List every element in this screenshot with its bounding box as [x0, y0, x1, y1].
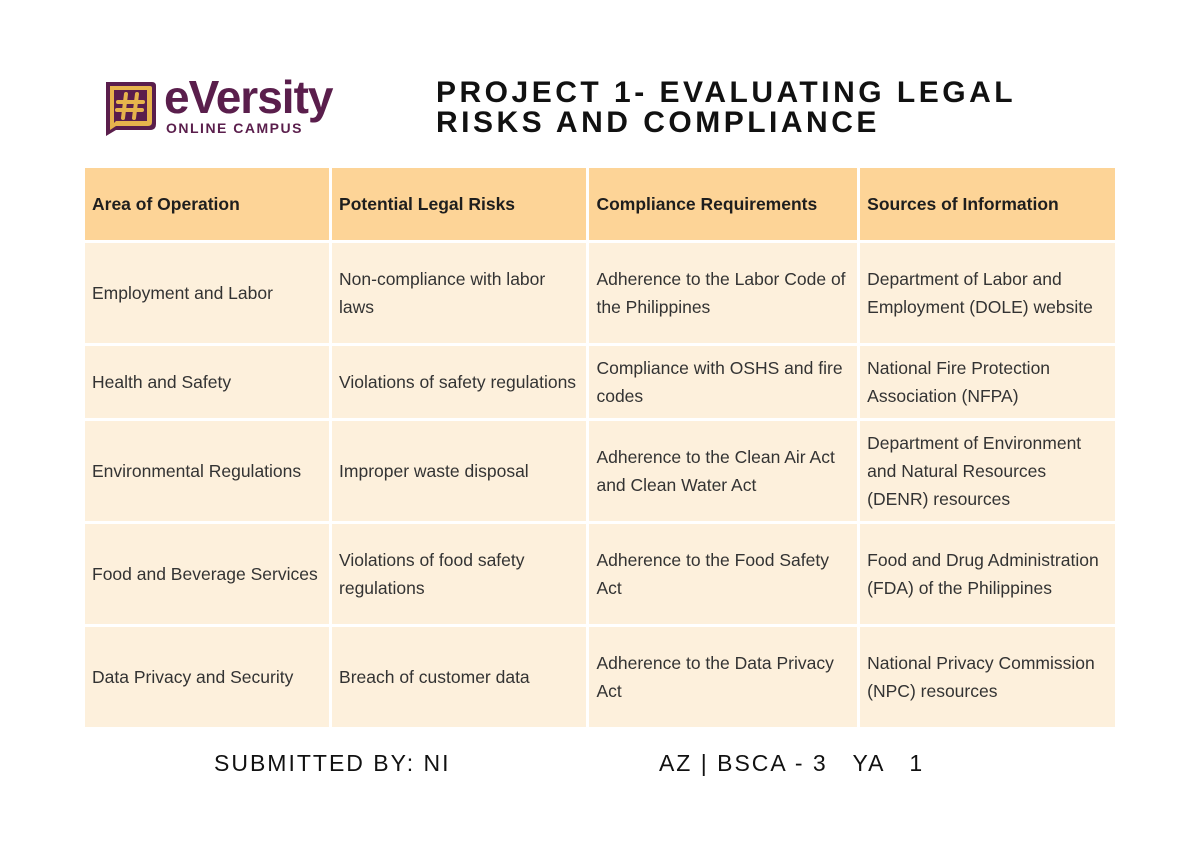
table-cell: National Privacy Commission (NPC) resources — [860, 627, 1115, 727]
table-cell: Department of Environment and Natural Resources (DENR) resources — [860, 421, 1115, 521]
table-cell: Adherence to the Data Privacy Act — [589, 627, 857, 727]
title-line-1: PROJECT 1- EVALUATING LEGAL — [436, 76, 1017, 109]
table-cell: National Fire Protection Association (NFPA) — [860, 346, 1115, 418]
table-cell: Data Privacy and Security — [85, 627, 329, 727]
table-cell: Employment and Labor — [85, 243, 329, 343]
table-row — [85, 243, 1115, 343]
table-row — [85, 627, 1115, 727]
table-cell: Non-compliance with labor laws — [332, 243, 586, 343]
table-cell: Adherence to the Clean Air Act and Clean Water Act — [589, 421, 857, 521]
table-cell: Violations of food safety regulations — [332, 524, 586, 624]
table-row — [85, 421, 1115, 521]
table-cell: Violations of safety regulations — [332, 346, 586, 418]
compliance-table — [82, 165, 1118, 730]
title-line-2: RISKS AND COMPLIANCE — [436, 106, 880, 139]
eversity-logo — [100, 71, 350, 140]
table-header-row — [85, 168, 1115, 240]
page-title — [436, 78, 1136, 138]
table-row — [85, 524, 1115, 624]
header-potential-legal-risks: Potential Legal Risks — [332, 168, 586, 240]
table-cell: Breach of customer data — [332, 627, 586, 727]
submitted-by-line: SUBMITTED BY: NI AZ | BSCA - 3 YA 1 — [214, 750, 925, 776]
table-cell: Compliance with OSHS and fire codes — [589, 346, 857, 418]
header-sources-of-information: Sources of Information — [860, 168, 1115, 240]
table-cell: Food and Drug Administration (FDA) of the Philippines — [860, 524, 1115, 624]
table-row — [85, 346, 1115, 418]
table-cell: Adherence to the Labor Code of the Philippines — [589, 243, 857, 343]
logo-brand-text: eVersity — [164, 71, 333, 123]
table-cell: Health and Safety — [85, 346, 329, 418]
table-cell: Food and Beverage Services — [85, 524, 329, 624]
logo-tagline: ONLINE CAMPUS — [166, 120, 303, 136]
table-cell: Adherence to the Food Safety Act — [589, 524, 857, 624]
table-cell: Department of Labor and Employment (DOLE) website — [860, 243, 1115, 343]
hashtag-logo-icon — [100, 78, 158, 136]
header-compliance-requirements: Compliance Requirements — [589, 168, 857, 240]
table-cell: Environmental Regulations — [85, 421, 329, 521]
header-area-of-operation: Area of Operation — [85, 168, 329, 240]
table-cell: Improper waste disposal — [332, 421, 586, 521]
